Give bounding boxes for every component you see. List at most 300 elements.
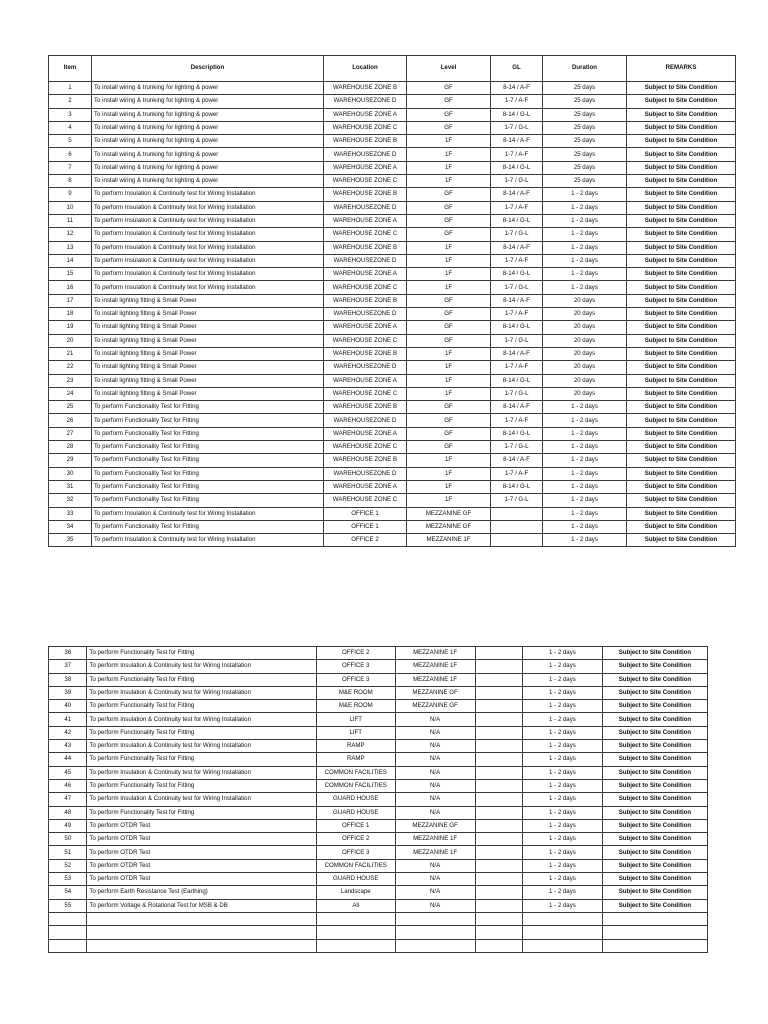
cell-remarks: Subject to Site Condition (627, 467, 736, 480)
cell-duration: 1 - 2 days (523, 673, 603, 686)
cell-description: To perform Insulation & Continuity test for Wiring Installation (92, 534, 324, 547)
header-remarks: REMARKS (627, 56, 736, 82)
table-row (49, 228, 736, 241)
cell-duration: 1 - 2 days (543, 414, 627, 427)
cell-duration: 25 days (543, 121, 627, 134)
cell-item: 40 (49, 700, 87, 713)
table-row (49, 673, 708, 686)
cell-duration: 20 days (543, 294, 627, 307)
table-row (49, 713, 708, 726)
cell-duration: 1 - 2 days (543, 494, 627, 507)
cell-duration (523, 926, 603, 939)
cell-location: WAREHOUSE ZONE C (324, 387, 407, 400)
table-row (49, 414, 736, 427)
table-row (49, 939, 708, 952)
cell-remarks: Subject to Site Condition (627, 534, 736, 547)
cell-duration: 1 - 2 days (523, 819, 603, 832)
cell-description (87, 912, 316, 925)
cell-location: WAREHOUSE ZONE C (324, 228, 407, 241)
cell-gl: 1-7 / A-F (491, 95, 543, 108)
cell-location: WAREHOUSE ZONE A (324, 480, 407, 493)
cell-remarks: Subject to Site Condition (627, 361, 736, 374)
cell-location: M&E ROOM (316, 700, 395, 713)
cell-level: GF (407, 414, 491, 427)
cell-gl: 1-7 / A-F (491, 361, 543, 374)
cell-level (395, 939, 475, 952)
cell-level: N/A (395, 886, 475, 899)
table-row (49, 361, 736, 374)
cell-description: To perform Functionality Test for Fitting (87, 726, 316, 739)
cell-level: GF (407, 108, 491, 121)
cell-level: 1F (407, 374, 491, 387)
cell-level: 1F (407, 480, 491, 493)
cell-description: To perform Functionality Test for Fitting (87, 647, 316, 660)
cell-remarks (602, 939, 707, 952)
header-description: Description (92, 56, 324, 82)
cell-gl: 8-14 / G-L (491, 321, 543, 334)
cell-remarks: Subject to Site Condition (602, 819, 707, 832)
cell-description: To perform Earth Resistance Test (Earthing) (87, 886, 316, 899)
cell-remarks: Subject to Site Condition (627, 427, 736, 440)
cell-gl: 1-7 / G-L (491, 494, 543, 507)
cell-duration: 1 - 2 days (543, 401, 627, 414)
cell-location: OFFICE 3 (316, 673, 395, 686)
cell-gl (475, 846, 523, 859)
cell-gl: 8-14 / G-L (491, 161, 543, 174)
table-row (49, 819, 708, 832)
cell-duration: 20 days (543, 334, 627, 347)
cell-item: 23 (49, 374, 92, 387)
cell-remarks: Subject to Site Condition (602, 886, 707, 899)
cell-location: WAREHOUSE ZONE A (324, 374, 407, 387)
cell-level: MEZZANINE GF (407, 507, 491, 520)
cell-level: GF (407, 294, 491, 307)
cell-level: GF (407, 214, 491, 227)
cell-gl: 8-14 / A-F (491, 454, 543, 467)
cell-remarks: Subject to Site Condition (627, 401, 736, 414)
cell-level: GF (407, 95, 491, 108)
cell-duration: 1 - 2 days (543, 188, 627, 201)
table-row (49, 766, 708, 779)
cell-item: 14 (49, 254, 92, 267)
cell-duration: 1 - 2 days (523, 886, 603, 899)
cell-duration: 1 - 2 days (523, 660, 603, 673)
cell-item: 46 (49, 779, 87, 792)
cell-location: WAREHOUSEZONE D (324, 95, 407, 108)
cell-level: GF (407, 401, 491, 414)
cell-remarks: Subject to Site Condition (602, 713, 707, 726)
cell-location: OFFICE 2 (316, 647, 395, 660)
cell-description: To perform Functionality Test for Fitting (92, 467, 324, 480)
table-row (49, 214, 736, 227)
cell-gl (475, 873, 523, 886)
table-row (49, 121, 736, 134)
cell-location: WAREHOUSE ZONE A (324, 108, 407, 121)
cell-item: 50 (49, 833, 87, 846)
cell-level: 1F (407, 161, 491, 174)
cell-location (316, 912, 395, 925)
cell-level: GF (407, 228, 491, 241)
cell-location: OFFICE 3 (316, 846, 395, 859)
cell-remarks: Subject to Site Condition (627, 308, 736, 321)
cell-duration: 20 days (543, 347, 627, 360)
cell-gl (475, 766, 523, 779)
cell-item: 4 (49, 121, 92, 134)
cell-location (316, 939, 395, 952)
cell-level: 1F (407, 454, 491, 467)
cell-location: GUARD HOUSE (316, 793, 395, 806)
cell-description: To perform Functionality Test for Fitting (87, 700, 316, 713)
cell-remarks: Subject to Site Condition (627, 387, 736, 400)
cell-level: GF (407, 121, 491, 134)
cell-item: 3 (49, 108, 92, 121)
cell-remarks: Subject to Site Condition (627, 268, 736, 281)
table-row (49, 912, 708, 925)
cell-level: N/A (395, 899, 475, 912)
cell-location: WAREHOUSEZONE D (324, 308, 407, 321)
cell-item: 15 (49, 268, 92, 281)
cell-location: M&E ROOM (316, 686, 395, 699)
table-row (49, 108, 736, 121)
table-row (49, 899, 708, 912)
cell-description: To install wiring & trunking for lighting & power (92, 95, 324, 108)
cell-description: To perform Insulation & Continuity test for Wiring Installation (87, 793, 316, 806)
table-row (49, 201, 736, 214)
cell-description: To perform OTDR Test (87, 819, 316, 832)
cell-location: OFFICE 1 (316, 819, 395, 832)
cell-item: 47 (49, 793, 87, 806)
cell-item: 31 (49, 480, 92, 493)
cell-remarks: Subject to Site Condition (602, 753, 707, 766)
cell-location: OFFICE 3 (316, 660, 395, 673)
cell-duration: 1 - 2 days (523, 766, 603, 779)
cell-description: To perform Voltage & Rotational Test for MSB & DB (87, 899, 316, 912)
cell-remarks: Subject to Site Condition (602, 873, 707, 886)
cell-remarks: Subject to Site Condition (627, 135, 736, 148)
cell-item: 21 (49, 347, 92, 360)
cell-remarks: Subject to Site Condition (602, 726, 707, 739)
cell-item: 51 (49, 846, 87, 859)
cell-level: GF (407, 188, 491, 201)
table-row (49, 494, 736, 507)
cell-gl (475, 886, 523, 899)
cell-remarks: Subject to Site Condition (627, 334, 736, 347)
cell-item: 30 (49, 467, 92, 480)
cell-location: WAREHOUSE ZONE B (324, 454, 407, 467)
cell-gl (475, 686, 523, 699)
cell-gl: 8-14 / A-F (491, 241, 543, 254)
table-row (49, 753, 708, 766)
cell-location: OFFICE 2 (324, 534, 407, 547)
cell-location: LIFT (316, 713, 395, 726)
cell-duration: 25 days (543, 95, 627, 108)
cell-description: To install lighting fitting & Small Power (92, 387, 324, 400)
cell-description (87, 939, 316, 952)
table-row (49, 387, 736, 400)
cell-item: 19 (49, 321, 92, 334)
cell-level: GF (407, 427, 491, 440)
table-row (49, 427, 736, 440)
cell-remarks: Subject to Site Condition (627, 441, 736, 454)
cell-item: 55 (49, 899, 87, 912)
table-row (49, 334, 736, 347)
table-row (49, 700, 708, 713)
cell-location: WAREHOUSE ZONE B (324, 82, 407, 95)
cell-description: To perform Insulation & Continuity test for Wiring Installation (92, 188, 324, 201)
cell-remarks: Subject to Site Condition (627, 520, 736, 533)
cell-gl: 8-14 / G-L (491, 374, 543, 387)
cell-item: 9 (49, 188, 92, 201)
cell-gl (475, 647, 523, 660)
cell-level: MEZZANINE GF (395, 700, 475, 713)
cell-gl (475, 660, 523, 673)
cell-gl: 1-7 / G-L (491, 281, 543, 294)
cell-gl: 1-7 / G-L (491, 228, 543, 241)
cell-remarks: Subject to Site Condition (627, 374, 736, 387)
cell-remarks: Subject to Site Condition (627, 347, 736, 360)
cell-level: MEZZANINE GF (407, 520, 491, 533)
cell-gl (475, 899, 523, 912)
header-duration: Duration (543, 56, 627, 82)
schedule-table-page-2 (48, 646, 708, 953)
cell-duration: 1 - 2 days (523, 779, 603, 792)
cell-duration (523, 912, 603, 925)
cell-remarks: Subject to Site Condition (627, 507, 736, 520)
cell-gl (475, 806, 523, 819)
cell-level: N/A (395, 766, 475, 779)
cell-location: WAREHOUSE ZONE B (324, 401, 407, 414)
cell-level: MEZZANINE 1F (407, 534, 491, 547)
cell-level: N/A (395, 726, 475, 739)
cell-gl: 1-7 / A-F (491, 201, 543, 214)
table-row (49, 95, 736, 108)
cell-gl (475, 912, 523, 925)
cell-location: WAREHOUSE ZONE C (324, 334, 407, 347)
cell-item: 8 (49, 175, 92, 188)
cell-item (49, 912, 87, 925)
cell-remarks: Subject to Site Condition (627, 201, 736, 214)
cell-description: To perform Insulation & Continuity test for Wiring Installation (92, 254, 324, 267)
cell-duration: 1 - 2 days (523, 793, 603, 806)
cell-gl (475, 859, 523, 872)
cell-description: To perform Insulation & Continuity test for Wiring Installation (92, 201, 324, 214)
cell-duration: 20 days (543, 361, 627, 374)
cell-duration: 1 - 2 days (523, 833, 603, 846)
cell-description: To perform Insulation & Continuity test for Wiring Installation (92, 228, 324, 241)
table-row (49, 926, 708, 939)
cell-level: 1F (407, 241, 491, 254)
cell-item (49, 926, 87, 939)
cell-level: 1F (407, 494, 491, 507)
cell-gl: 1-7 / G-L (491, 441, 543, 454)
cell-remarks: Subject to Site Condition (602, 859, 707, 872)
cell-remarks: Subject to Site Condition (627, 188, 736, 201)
cell-description: To perform OTDR Test (87, 873, 316, 886)
cell-gl (475, 753, 523, 766)
cell-location: WAREHOUSE ZONE B (324, 347, 407, 360)
cell-location: WAREHOUSE ZONE C (324, 494, 407, 507)
table-row (49, 833, 708, 846)
cell-item: 20 (49, 334, 92, 347)
table-row (49, 886, 708, 899)
cell-duration: 25 days (543, 82, 627, 95)
header-gl: GL (491, 56, 543, 82)
cell-remarks: Subject to Site Condition (627, 414, 736, 427)
cell-location (316, 926, 395, 939)
cell-gl (491, 520, 543, 533)
cell-duration: 1 - 2 days (543, 214, 627, 227)
cell-remarks: Subject to Site Condition (602, 806, 707, 819)
cell-item: 44 (49, 753, 87, 766)
cell-description: To perform Insulation & Continuity test for Wiring Installation (87, 686, 316, 699)
cell-description: To perform Insulation & Continuity test for Wiring Installation (87, 740, 316, 753)
cell-item: 41 (49, 713, 87, 726)
cell-remarks: Subject to Site Condition (602, 899, 707, 912)
cell-location: COMMON FACILITIES (316, 766, 395, 779)
cell-level: GF (407, 441, 491, 454)
table-row (49, 520, 736, 533)
cell-item: 33 (49, 507, 92, 520)
cell-gl (475, 700, 523, 713)
table-row (49, 254, 736, 267)
table-row (49, 873, 708, 886)
cell-location: WAREHOUSEZONE D (324, 414, 407, 427)
cell-duration: 1 - 2 days (523, 713, 603, 726)
cell-item: 5 (49, 135, 92, 148)
cell-duration: 1 - 2 days (543, 427, 627, 440)
table-row (49, 161, 736, 174)
table-row (49, 441, 736, 454)
cell-description: To perform Functionality Test for Fitting (92, 441, 324, 454)
cell-remarks: Subject to Site Condition (627, 454, 736, 467)
cell-level: N/A (395, 873, 475, 886)
cell-gl (475, 939, 523, 952)
cell-location: WAREHOUSE ZONE A (324, 321, 407, 334)
cell-item: 13 (49, 241, 92, 254)
cell-item: 17 (49, 294, 92, 307)
cell-description: To install wiring & trunking for lighting & power (92, 82, 324, 95)
table-row (49, 726, 708, 739)
cell-description: To perform Functionality Test for Fitting (87, 806, 316, 819)
cell-description: To perform Functionality Test for Fitting (92, 454, 324, 467)
cell-duration: 1 - 2 days (543, 268, 627, 281)
table-row (49, 454, 736, 467)
cell-duration: 1 - 2 days (523, 859, 603, 872)
cell-item: 6 (49, 148, 92, 161)
cell-location: RAMP (316, 753, 395, 766)
cell-description: To perform Functionality Test for Fitting (92, 520, 324, 533)
cell-location: Landscape (316, 886, 395, 899)
cell-description: To install lighting fitting & Small Power (92, 347, 324, 360)
header-level: Level (407, 56, 491, 82)
cell-level: MEZZANINE 1F (395, 673, 475, 686)
cell-gl: 8-14 / A-F (491, 294, 543, 307)
cell-remarks: Subject to Site Condition (602, 779, 707, 792)
cell-remarks: Subject to Site Condition (627, 148, 736, 161)
table-row (49, 467, 736, 480)
cell-gl (475, 726, 523, 739)
cell-level: N/A (395, 806, 475, 819)
cell-description: To perform OTDR Test (87, 846, 316, 859)
cell-remarks (602, 912, 707, 925)
cell-location: RAMP (316, 740, 395, 753)
cell-location: WAREHOUSE ZONE A (324, 268, 407, 281)
cell-gl: 8-14 / A-F (491, 347, 543, 360)
cell-gl (475, 819, 523, 832)
cell-duration: 1 - 2 days (523, 686, 603, 699)
cell-location: GUARD HOUSE (316, 873, 395, 886)
cell-remarks: Subject to Site Condition (602, 686, 707, 699)
cell-level: N/A (395, 713, 475, 726)
cell-description: To perform Insulation & Continuity test for Wiring Installation (92, 268, 324, 281)
cell-location: COMMON FACILITIES (316, 779, 395, 792)
table-row (49, 135, 736, 148)
cell-remarks: Subject to Site Condition (627, 82, 736, 95)
table-row (49, 175, 736, 188)
cell-duration: 1 - 2 days (543, 241, 627, 254)
cell-duration: 1 - 2 days (543, 520, 627, 533)
cell-duration: 20 days (543, 308, 627, 321)
cell-gl (475, 740, 523, 753)
cell-location: All (316, 899, 395, 912)
cell-description: To install wiring & trunking for lighting & power (92, 148, 324, 161)
cell-gl: 8-14 / G-L (491, 268, 543, 281)
cell-item: 45 (49, 766, 87, 779)
cell-level: N/A (395, 779, 475, 792)
cell-level: 1F (407, 175, 491, 188)
cell-gl: 8-14 / G-L (491, 108, 543, 121)
cell-duration: 25 days (543, 148, 627, 161)
cell-item: 42 (49, 726, 87, 739)
cell-gl: 1-7 / G-L (491, 175, 543, 188)
cell-remarks: Subject to Site Condition (602, 647, 707, 660)
cell-duration: 1 - 2 days (543, 480, 627, 493)
header-item: Item (49, 56, 92, 82)
cell-level: 1F (407, 135, 491, 148)
cell-gl (491, 507, 543, 520)
cell-gl: 8-14 / G-L (491, 427, 543, 440)
cell-level: N/A (395, 859, 475, 872)
cell-duration: 1 - 2 days (543, 454, 627, 467)
cell-location: WAREHOUSE ZONE A (324, 427, 407, 440)
cell-item: 39 (49, 686, 87, 699)
cell-item (49, 939, 87, 952)
cell-level: MEZZANINE GF (395, 819, 475, 832)
cell-description: To install lighting fitting & Small Power (92, 308, 324, 321)
cell-remarks: Subject to Site Condition (602, 833, 707, 846)
cell-duration: 25 days (543, 108, 627, 121)
cell-gl (475, 673, 523, 686)
cell-item: 35 (49, 534, 92, 547)
cell-item: 54 (49, 886, 87, 899)
cell-duration: 20 days (543, 321, 627, 334)
table-row (49, 480, 736, 493)
table-row (49, 740, 708, 753)
cell-item: 32 (49, 494, 92, 507)
cell-duration: 1 - 2 days (543, 228, 627, 241)
cell-remarks: Subject to Site Condition (602, 793, 707, 806)
cell-duration: 1 - 2 days (543, 507, 627, 520)
table-row (49, 241, 736, 254)
cell-description: To perform Insulation & Continuity test for Wiring Installation (92, 241, 324, 254)
cell-gl: 8-14 / A-F (491, 135, 543, 148)
table-row (49, 401, 736, 414)
cell-duration: 1 - 2 days (523, 700, 603, 713)
cell-location: WAREHOUSE ZONE C (324, 121, 407, 134)
cell-duration: 1 - 2 days (523, 753, 603, 766)
cell-remarks: Subject to Site Condition (627, 175, 736, 188)
cell-location: WAREHOUSE ZONE A (324, 214, 407, 227)
